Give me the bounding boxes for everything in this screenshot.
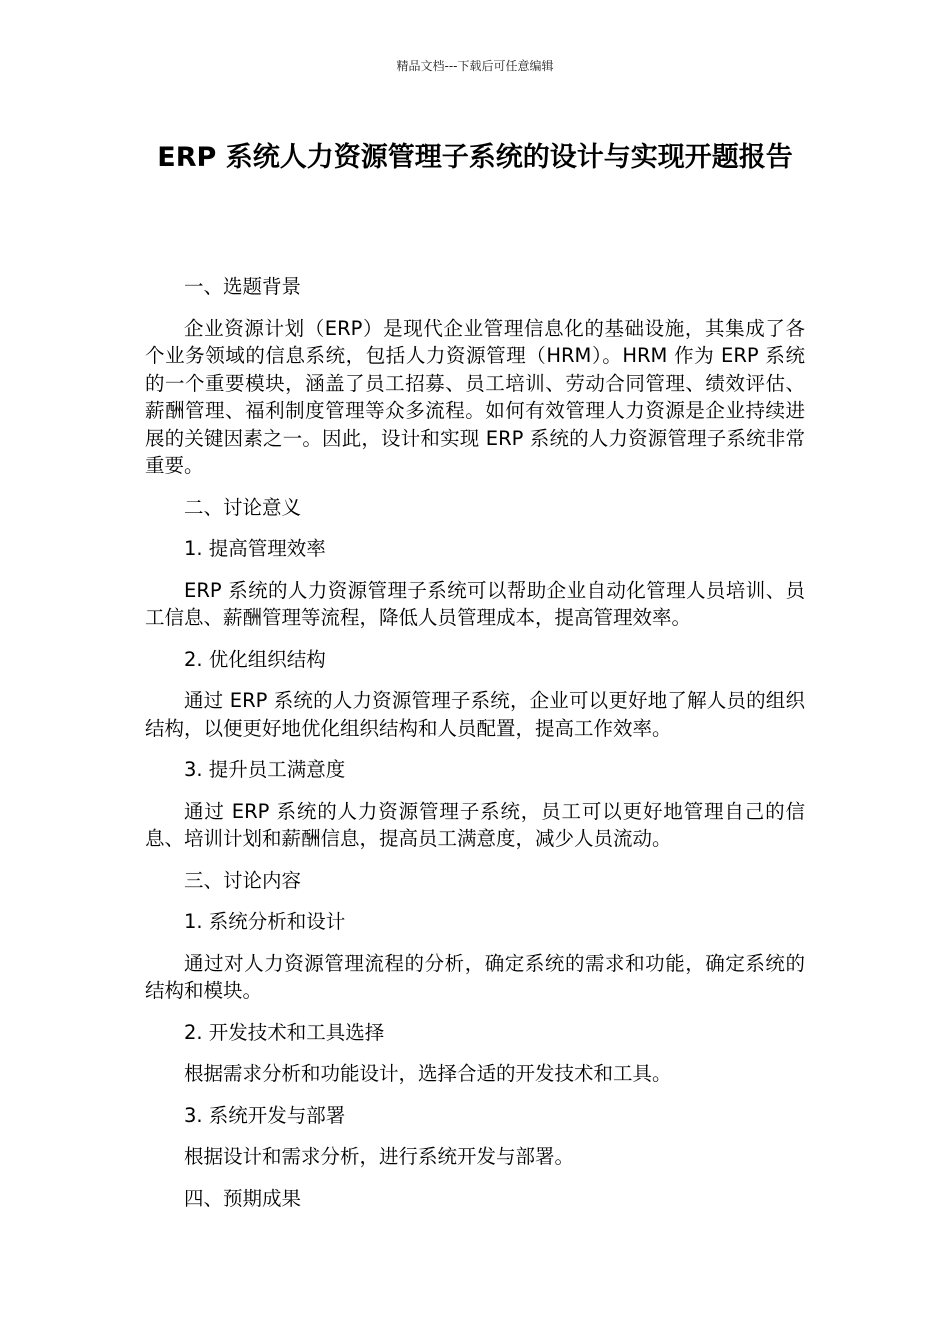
paragraph-organization: 通过 ERP 系统的人力资源管理子系统，企业可以更好地了解人员的组织结构，以便更好地优化组织结构和人员配置，提高工作效率。 xyxy=(145,689,805,740)
subheading-tools: 2. 开发技术和工具选择 xyxy=(184,1020,385,1044)
paragraph-efficiency: ERP 系统的人力资源管理子系统可以帮助企业自动化管理人员培训、员工信息、薪酬管理等流程，降低人员管理成本，提高管理效率。 xyxy=(145,578,805,629)
subheading-deployment: 3. 系统开发与部署 xyxy=(184,1103,346,1127)
paragraph-tools: 根据需求分析和功能设计，选择合适的开发技术和工具。 xyxy=(184,1062,672,1085)
paragraph-deployment: 根据设计和需求分析，进行系统开发与部署。 xyxy=(184,1145,575,1168)
paragraph-background: 企业资源计划（ERP）是现代企业管理信息化的基础设施，其集成了各个业务领域的信息系统，包括人力资源管理（HRM）。HRM 作为 ERP 系统的一个重要模块，涵盖了员工招募、员工培训、劳动合同管理、绩效评估、薪酬管理、福利制度管理等众多流程。如何有效管理人力资源是企业持续进展的关键因素之一。因此，设计和实现 ERP 系统的人力资源管理子系统非常重要。 xyxy=(145,316,805,477)
document-body xyxy=(145,270,805,1212)
paragraph-analysis-design: 通过对人力资源管理流程的分析，确定系统的需求和功能，确定系统的结构和模块。 xyxy=(145,951,805,1002)
header-note: 精品文档---下载后可任意编辑 xyxy=(396,59,554,73)
subheading-organization: 2. 优化组织结构 xyxy=(184,647,326,671)
subheading-satisfaction: 3. 提升员工满意度 xyxy=(184,758,346,781)
paragraph-satisfaction: 通过 ERP 系统的人力资源管理子系统，员工可以更好地管理自己的信息、培训计划和薪酬信息，提高员工满意度，减少人员流动。 xyxy=(145,799,805,850)
page-title: ERP 系统人力资源管理子系统的设计与实现开题报告 xyxy=(157,142,793,173)
subheading-analysis-design: 1. 系统分析和设计 xyxy=(184,910,346,933)
section-heading-significance: 二、讨论意义 xyxy=(184,495,302,519)
subheading-efficiency: 1. 提高管理效率 xyxy=(184,537,326,560)
section-heading-expected-results: 四、预期成果 xyxy=(184,1186,302,1210)
section-heading-content: 三、讨论内容 xyxy=(184,868,302,892)
section-heading-background: 一、选题背景 xyxy=(184,275,302,298)
